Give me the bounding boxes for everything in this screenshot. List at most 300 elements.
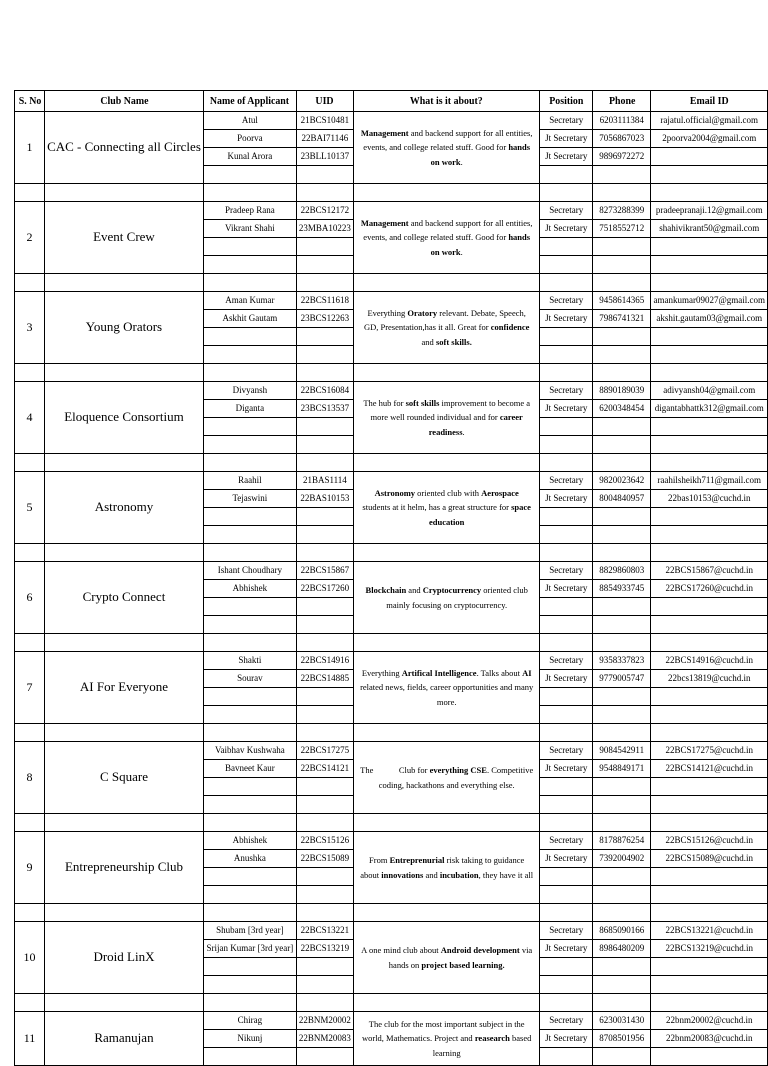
uid-cell <box>296 526 353 544</box>
position-cell: Secretary <box>540 292 593 310</box>
phone-cell: 8685090166 <box>593 922 651 940</box>
header-applicant: Name of Applicant <box>208 91 292 112</box>
table-row <box>15 832 768 850</box>
club-name-cell: Droid LinX <box>45 922 204 994</box>
club-name-cell: AI For Everyone <box>45 652 204 724</box>
spacer-cell <box>296 994 353 1012</box>
email-cell: 22BCS15867@cuchd.in <box>651 562 768 580</box>
email-cell <box>651 976 768 994</box>
email-cell: 22BCS13221@cuchd.in <box>651 922 768 940</box>
applicant-name-cell: Chirag <box>203 1012 296 1030</box>
phone-cell <box>593 436 651 454</box>
applicant-name-cell: Askhit Gautam <box>203 310 296 328</box>
spacer-cell <box>540 184 593 202</box>
email-cell <box>651 166 768 184</box>
spacer-cell <box>651 274 768 292</box>
club-about-cell: The Club for everything CSE. Competitive coding, hackathons and everything else. <box>353 742 540 814</box>
uid-cell: 22BCS17275 <box>296 742 353 760</box>
spacer-cell <box>15 814 45 832</box>
serial-number-cell: 4 <box>15 382 45 454</box>
email-cell <box>651 328 768 346</box>
phone-cell: 8829860803 <box>593 562 651 580</box>
applicant-name-cell: Abhishek <box>203 832 296 850</box>
email-cell: 22BCS13219@cuchd.in <box>651 940 768 958</box>
applicant-name-cell: Atul <box>203 112 296 130</box>
position-cell: Jt Secretary <box>540 670 593 688</box>
email-cell <box>651 148 768 166</box>
spacer-cell <box>15 904 45 922</box>
header-email: Email ID <box>657 91 762 112</box>
table-row <box>15 472 768 490</box>
uid-cell: 22BNM20002 <box>296 1012 353 1030</box>
uid-cell <box>296 346 353 364</box>
applicant-name-cell <box>203 346 296 364</box>
uid-cell: 22BCS11618 <box>296 292 353 310</box>
spacer-cell <box>45 184 204 202</box>
uid-cell <box>296 328 353 346</box>
applicant-name-cell <box>203 418 296 436</box>
phone-cell <box>593 958 651 976</box>
position-cell <box>540 508 593 526</box>
applicant-name-cell: Diganta <box>203 400 296 418</box>
position-cell: Jt Secretary <box>540 400 593 418</box>
applicant-name-cell <box>203 688 296 706</box>
position-cell: Secretary <box>540 652 593 670</box>
applicant-name-cell <box>203 958 296 976</box>
uid-cell: 22BCS14916 <box>296 652 353 670</box>
applicant-name-cell <box>203 796 296 814</box>
phone-cell: 6203111384 <box>593 112 651 130</box>
phone-cell: 9358337823 <box>593 652 651 670</box>
phone-cell <box>593 796 651 814</box>
uid-cell: 22BCS13221 <box>296 922 353 940</box>
spacer-cell <box>593 364 651 382</box>
applicant-name-cell: Kunal Arora <box>203 148 296 166</box>
phone-cell: 7392004902 <box>593 850 651 868</box>
email-cell <box>651 616 768 634</box>
applicant-name-cell: Aman Kumar <box>203 292 296 310</box>
position-cell: Secretary <box>540 472 593 490</box>
spacer-cell <box>540 364 593 382</box>
uid-cell <box>296 706 353 724</box>
spacer-row <box>15 904 768 922</box>
header-sno: S. No <box>16 91 43 112</box>
phone-cell: 6200348454 <box>593 400 651 418</box>
applicant-name-cell: Vikrant Shahi <box>203 220 296 238</box>
email-cell <box>651 706 768 724</box>
email-cell <box>651 598 768 616</box>
position-cell: Secretary <box>540 562 593 580</box>
email-cell <box>651 886 768 904</box>
spacer-cell <box>203 364 296 382</box>
spacer-cell <box>296 274 353 292</box>
email-cell <box>651 346 768 364</box>
table-row <box>15 742 768 760</box>
position-cell: Secretary <box>540 922 593 940</box>
applicant-name-cell: Nikunj <box>203 1030 296 1048</box>
position-cell: Secretary <box>540 112 593 130</box>
phone-cell: 8273288399 <box>593 202 651 220</box>
phone-cell: 6230031430 <box>593 1012 651 1030</box>
club-name-cell: Entrepreneurship Club <box>45 832 204 904</box>
spacer-cell <box>540 904 593 922</box>
spacer-cell <box>540 994 593 1012</box>
spacer-cell <box>540 274 593 292</box>
spacer-cell <box>593 904 651 922</box>
uid-cell <box>296 1048 353 1066</box>
phone-cell <box>593 616 651 634</box>
spacer-cell <box>353 994 540 1012</box>
club-about-cell: From Entreprenurial risk taking to guidance about innovations and incubation, they have it all <box>353 832 540 904</box>
serial-number-cell: 6 <box>15 562 45 634</box>
spacer-row <box>15 994 768 1012</box>
applicant-name-cell: Shubam [3rd year] <box>203 922 296 940</box>
email-cell: adivyansh04@gmail.com <box>651 382 768 400</box>
club-name-cell: Ramanujan <box>45 1012 204 1066</box>
phone-cell <box>593 1048 651 1066</box>
table-row <box>15 652 768 670</box>
applicant-name-cell <box>203 868 296 886</box>
applicant-name-cell: Sourav <box>203 670 296 688</box>
header-phone: Phone <box>595 91 648 112</box>
spacer-cell <box>651 994 768 1012</box>
spacer-cell <box>593 454 651 472</box>
position-cell: Secretary <box>540 1012 593 1030</box>
email-cell: 2poorva2004@gmail.com <box>651 130 768 148</box>
phone-cell <box>593 598 651 616</box>
position-cell <box>540 166 593 184</box>
position-cell <box>540 346 593 364</box>
spacer-cell <box>45 364 204 382</box>
serial-number-cell: 8 <box>15 742 45 814</box>
table-row <box>15 292 768 310</box>
uid-cell <box>296 958 353 976</box>
applicant-name-cell <box>203 526 296 544</box>
spacer-cell <box>353 814 540 832</box>
email-cell: akshit.gautam03@gmail.com <box>651 310 768 328</box>
position-cell: Jt Secretary <box>540 760 593 778</box>
spacer-cell <box>651 184 768 202</box>
serial-number-cell: 3 <box>15 292 45 364</box>
position-cell: Jt Secretary <box>540 940 593 958</box>
serial-number-cell: 5 <box>15 472 45 544</box>
spacer-cell <box>15 544 45 562</box>
spacer-cell <box>593 724 651 742</box>
phone-cell: 8708501956 <box>593 1030 651 1048</box>
applicant-name-cell: Shakti <box>203 652 296 670</box>
spacer-cell <box>15 634 45 652</box>
applicant-name-cell <box>203 976 296 994</box>
position-cell <box>540 436 593 454</box>
email-cell: 22BCS15126@cuchd.in <box>651 832 768 850</box>
header-uid: UID <box>299 91 350 112</box>
phone-cell <box>593 238 651 256</box>
phone-cell: 7986741321 <box>593 310 651 328</box>
spacer-cell <box>203 634 296 652</box>
spacer-cell <box>296 814 353 832</box>
club-about-cell: Management and backend support for all entities, events, and college related stuff. Good for hands on work. <box>353 202 540 274</box>
phone-cell: 8986480209 <box>593 940 651 958</box>
position-cell: Jt Secretary <box>540 490 593 508</box>
position-cell: Secretary <box>540 742 593 760</box>
header-row <box>15 91 768 112</box>
uid-cell <box>296 436 353 454</box>
phone-cell <box>593 526 651 544</box>
uid-cell: 21BCS10481 <box>296 112 353 130</box>
uid-cell: 22BCS16084 <box>296 382 353 400</box>
phone-cell <box>593 976 651 994</box>
phone-cell <box>593 706 651 724</box>
uid-cell <box>296 598 353 616</box>
phone-cell: 8004840957 <box>593 490 651 508</box>
spacer-cell <box>353 454 540 472</box>
phone-cell: 8854933745 <box>593 580 651 598</box>
serial-number-cell: 1 <box>15 112 45 184</box>
club-about-cell: The club for the most important subject in the world, Mathematics. Project and reasearch based learning <box>353 1012 540 1066</box>
applicant-name-cell: Anushka <box>203 850 296 868</box>
spacer-cell <box>15 454 45 472</box>
spacer-cell <box>353 184 540 202</box>
spacer-cell <box>203 544 296 562</box>
uid-cell: 22BNM20083 <box>296 1030 353 1048</box>
uid-cell <box>296 256 353 274</box>
spacer-cell <box>540 634 593 652</box>
uid-cell: 22BCS17260 <box>296 580 353 598</box>
spacer-row <box>15 544 768 562</box>
spacer-cell <box>651 454 768 472</box>
email-cell: 22BCS14916@cuchd.in <box>651 652 768 670</box>
phone-cell <box>593 328 651 346</box>
applicant-name-cell <box>203 436 296 454</box>
table-row <box>15 202 768 220</box>
email-cell: 22BCS14121@cuchd.in <box>651 760 768 778</box>
spacer-cell <box>45 274 204 292</box>
phone-cell: 9779005747 <box>593 670 651 688</box>
email-cell: 22bcs13819@cuchd.in <box>651 670 768 688</box>
uid-cell: 22BCS12172 <box>296 202 353 220</box>
serial-number-cell: 9 <box>15 832 45 904</box>
position-cell <box>540 256 593 274</box>
email-cell <box>651 526 768 544</box>
club-about-cell: A one mind club about Android development via hands on project based learning. <box>353 922 540 994</box>
applicant-name-cell <box>203 256 296 274</box>
position-cell <box>540 706 593 724</box>
applicant-name-cell: Bavneet Kaur <box>203 760 296 778</box>
serial-number-cell: 7 <box>15 652 45 724</box>
uid-cell: 22BCS15089 <box>296 850 353 868</box>
uid-cell: 22BCS13219 <box>296 940 353 958</box>
position-cell: Jt Secretary <box>540 130 593 148</box>
email-cell: 22BCS17275@cuchd.in <box>651 742 768 760</box>
phone-cell <box>593 166 651 184</box>
spacer-row <box>15 634 768 652</box>
uid-cell: 22BCS15867 <box>296 562 353 580</box>
spacer-row <box>15 814 768 832</box>
club-about-cell: Blockchain and Cryptocurrency oriented club mainly focusing on cryptocurrency. <box>353 562 540 634</box>
position-cell <box>540 976 593 994</box>
spacer-cell <box>45 904 204 922</box>
position-cell <box>540 778 593 796</box>
spacer-cell <box>593 634 651 652</box>
spacer-cell <box>651 634 768 652</box>
email-cell: raahilsheikh711@gmail.com <box>651 472 768 490</box>
uid-cell <box>296 688 353 706</box>
uid-cell: 23BLL10137 <box>296 148 353 166</box>
spacer-row <box>15 454 768 472</box>
serial-number-cell: 10 <box>15 922 45 994</box>
phone-cell: 8890189039 <box>593 382 651 400</box>
table-row <box>15 922 768 940</box>
table-row <box>15 1012 768 1030</box>
email-cell: pradeepranaji.12@gmail.com <box>651 202 768 220</box>
spacer-cell <box>45 724 204 742</box>
spacer-cell <box>15 994 45 1012</box>
spacer-cell <box>203 184 296 202</box>
applicant-name-cell: Poorva <box>203 130 296 148</box>
position-cell: Jt Secretary <box>540 148 593 166</box>
uid-cell <box>296 976 353 994</box>
phone-cell <box>593 508 651 526</box>
applicant-name-cell: Vaibhav Kushwaha <box>203 742 296 760</box>
spacer-cell <box>296 544 353 562</box>
email-cell <box>651 508 768 526</box>
spacer-cell <box>296 724 353 742</box>
position-cell <box>540 616 593 634</box>
spacer-cell <box>353 544 540 562</box>
uid-cell <box>296 778 353 796</box>
applicant-name-cell <box>203 778 296 796</box>
applicant-name-cell <box>203 616 296 634</box>
spacer-cell <box>45 454 204 472</box>
applicant-name-cell <box>203 166 296 184</box>
applicant-name-cell: Raahil <box>203 472 296 490</box>
spacer-cell <box>296 184 353 202</box>
phone-cell <box>593 886 651 904</box>
uid-cell <box>296 508 353 526</box>
phone-cell: 9458614365 <box>593 292 651 310</box>
spacer-row <box>15 724 768 742</box>
uid-cell <box>296 238 353 256</box>
uid-cell: 23BCS13537 <box>296 400 353 418</box>
position-cell: Jt Secretary <box>540 1030 593 1048</box>
spacer-cell <box>540 454 593 472</box>
spacer-cell <box>203 724 296 742</box>
phone-cell <box>593 688 651 706</box>
spacer-cell <box>353 904 540 922</box>
header-club-name: Club Name <box>53 91 196 112</box>
position-cell <box>540 238 593 256</box>
serial-number-cell: 2 <box>15 202 45 274</box>
applicant-name-cell: Tejaswini <box>203 490 296 508</box>
position-cell <box>540 526 593 544</box>
uid-cell: 21BAS1114 <box>296 472 353 490</box>
uid-cell <box>296 796 353 814</box>
spacer-cell <box>651 544 768 562</box>
spacer-cell <box>353 634 540 652</box>
phone-cell: 7518552712 <box>593 220 651 238</box>
spacer-row <box>15 184 768 202</box>
email-cell: 22bnm20083@cuchd.in <box>651 1030 768 1048</box>
serial-number-cell: 11 <box>15 1012 45 1066</box>
spacer-cell <box>651 814 768 832</box>
club-name-cell: Young Orators <box>45 292 204 364</box>
position-cell: Secretary <box>540 832 593 850</box>
position-cell: Secretary <box>540 202 593 220</box>
club-applications-table <box>14 90 768 1066</box>
email-cell <box>651 958 768 976</box>
position-cell: Jt Secretary <box>540 850 593 868</box>
position-cell <box>540 688 593 706</box>
phone-cell <box>593 346 651 364</box>
spacer-cell <box>15 724 45 742</box>
spacer-cell <box>45 814 204 832</box>
applicant-name-cell <box>203 706 296 724</box>
position-cell <box>540 598 593 616</box>
spacer-cell <box>593 184 651 202</box>
uid-cell: 22BCS14885 <box>296 670 353 688</box>
header-position: Position <box>543 91 590 112</box>
spacer-cell <box>296 904 353 922</box>
club-about-cell: Management and backend support for all entities, events, and college related stuff. Good for hands on work. <box>353 112 540 184</box>
club-name-cell: Crypto Connect <box>45 562 204 634</box>
club-name-cell: C Square <box>45 742 204 814</box>
phone-cell: 9896972272 <box>593 148 651 166</box>
spacer-cell <box>593 814 651 832</box>
club-about-cell: Astronomy oriented club with Aerospace students at it helm, has a great structure for space education <box>353 472 540 544</box>
position-cell <box>540 796 593 814</box>
position-cell <box>540 958 593 976</box>
email-cell: 22BCS15089@cuchd.in <box>651 850 768 868</box>
spacer-cell <box>296 364 353 382</box>
uid-cell <box>296 616 353 634</box>
spacer-row <box>15 274 768 292</box>
email-cell: shahivikrant50@gmail.com <box>651 220 768 238</box>
email-cell: amankumar09027@gmail.com <box>651 292 768 310</box>
email-cell: digantabhattk312@gmail.com <box>651 400 768 418</box>
spacer-cell <box>296 454 353 472</box>
position-cell <box>540 418 593 436</box>
applicant-name-cell: Ishant Choudhary <box>203 562 296 580</box>
spacer-cell <box>15 184 45 202</box>
phone-cell: 8178876254 <box>593 832 651 850</box>
spacer-row <box>15 364 768 382</box>
applicant-name-cell: Pradeep Rana <box>203 202 296 220</box>
uid-cell <box>296 418 353 436</box>
phone-cell: 9084542911 <box>593 742 651 760</box>
uid-cell <box>296 868 353 886</box>
position-cell: Jt Secretary <box>540 310 593 328</box>
club-about-cell: The hub for soft skills improvement to become a more well rounded individual and for career readiness. <box>353 382 540 454</box>
spacer-cell <box>203 454 296 472</box>
email-cell: 22bnm20002@cuchd.in <box>651 1012 768 1030</box>
spacer-cell <box>15 274 45 292</box>
spacer-cell <box>15 364 45 382</box>
spacer-cell <box>651 364 768 382</box>
spacer-cell <box>353 274 540 292</box>
uid-cell: 22BCS15126 <box>296 832 353 850</box>
applicant-name-cell <box>203 508 296 526</box>
phone-cell: 9548849171 <box>593 760 651 778</box>
spacer-cell <box>203 904 296 922</box>
email-cell <box>651 418 768 436</box>
club-name-cell: CAC - Connecting all Circles <box>45 112 204 184</box>
email-cell: 22BCS17260@cuchd.in <box>651 580 768 598</box>
spacer-cell <box>651 724 768 742</box>
club-name-cell: Astronomy <box>45 472 204 544</box>
email-cell <box>651 238 768 256</box>
applicant-name-cell: Divyansh <box>203 382 296 400</box>
position-cell <box>540 1048 593 1066</box>
